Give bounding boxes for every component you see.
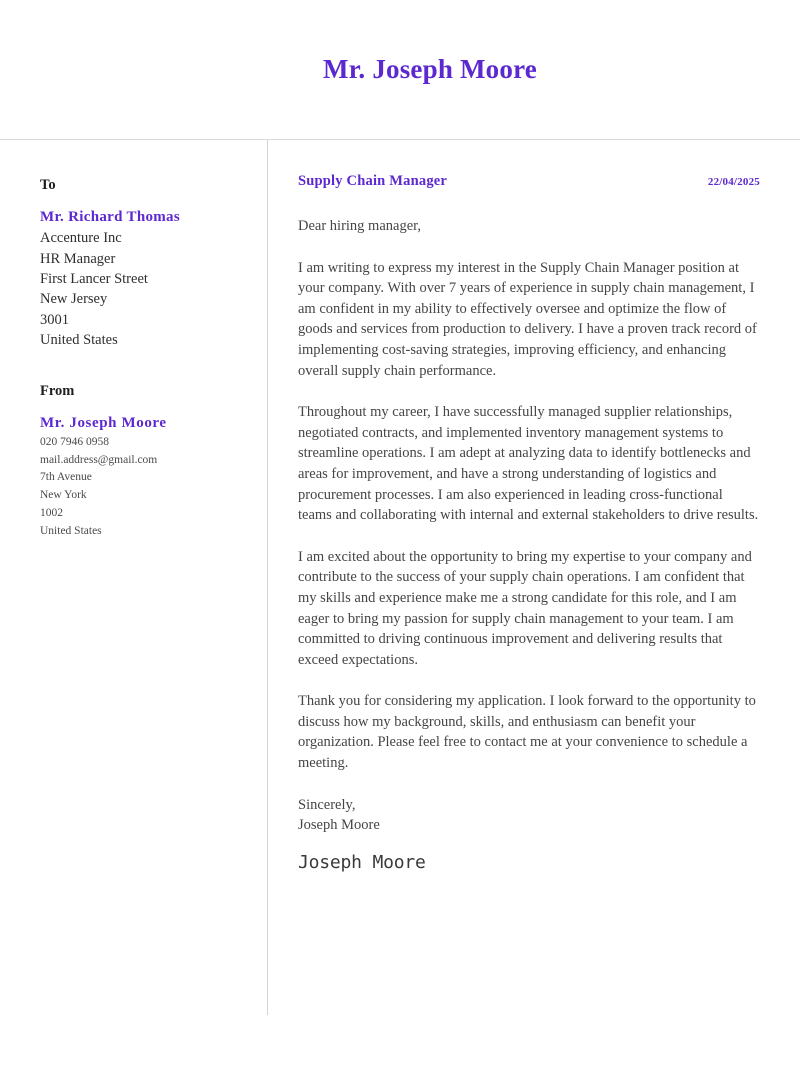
letter-content (298, 173, 760, 873)
recipient-line: 3001 (40, 311, 69, 328)
recipient-name: Mr. Richard Thomas (40, 208, 180, 225)
recipient-line: New Jersey (40, 291, 108, 308)
sender-name: Mr. Joseph Moore (40, 414, 167, 431)
recipient-line: HR Manager (40, 250, 116, 267)
recipient-line: United States (40, 332, 118, 349)
document-header (0, 0, 800, 139)
address-sidebar (40, 178, 250, 541)
header-divider (0, 139, 800, 140)
closing-name: Joseph Moore (298, 817, 380, 834)
recipient-line: First Lancer Street (40, 271, 148, 287)
page-title: Mr. Joseph Moore (323, 54, 537, 84)
closing-word: Sincerely, (298, 796, 356, 813)
sender-line: 1002 (40, 507, 63, 519)
signature: Joseph Moore (298, 851, 426, 873)
sender-email: mail.address@gmail.com (40, 453, 158, 466)
sender-line: United States (40, 524, 102, 537)
letter-date: 22/04/2025 (707, 176, 760, 188)
letter-paragraph: Throughout my career, I have successfully managed supplier relationships, negotiated contracts, and implemented inventory management systems to streamline operations. I am adept at analyzing data to identify bottlenecks and areas for improvement, and have a strong understanding of logistics and procurement processes. I am also experienced in leading cross-functional teams and collaborating with internal and external stakeholders to drive results. (298, 404, 759, 524)
letter-header-row (298, 173, 760, 190)
letter-paragraph: I am writing to express my interest in the Supply Chain Manager position at your company. With over 7 years of experience in supply chain management, I am confident in my ability to effectively oversee and optimize the flow of goods and services from production to delivery. I have a proven track record of implementing cost-saving strategies, improving efficiency, and enhancing overall supply chain performance. (298, 259, 757, 379)
job-title: Supply Chain Manager (298, 173, 448, 189)
letter-paragraph: I am excited about the opportunity to bring my expertise to your company and contribute to the success of your supply chain operations. I am confident that my skills and experience make me a strong candidate for this role, and I am eager to bring my passion for supply chain management to your team. I am committed to driving continuous improvement and delivering results that exceed expectations. (298, 548, 752, 668)
salutation: Dear hiring manager, (298, 218, 422, 234)
sender-block (40, 384, 250, 541)
sender-label: From (40, 382, 75, 399)
letter-paragraph: Thank you for considering my application. I look forward to the opportunity to discuss how my background, skills, and enthusiasm can benefit your organization. Please feel free to contact me at your convenience to schedule a meeting. (298, 693, 756, 772)
sender-line: New York (40, 489, 87, 502)
recipient-line: Accenture Inc (40, 230, 122, 247)
sender-phone: 020 7946 0958 (40, 435, 109, 448)
recipient-block (40, 178, 250, 351)
recipient-label: To (40, 177, 56, 193)
closing-block (298, 795, 760, 836)
sender-line: 7th Avenue (40, 471, 92, 484)
column-divider (267, 140, 268, 1015)
